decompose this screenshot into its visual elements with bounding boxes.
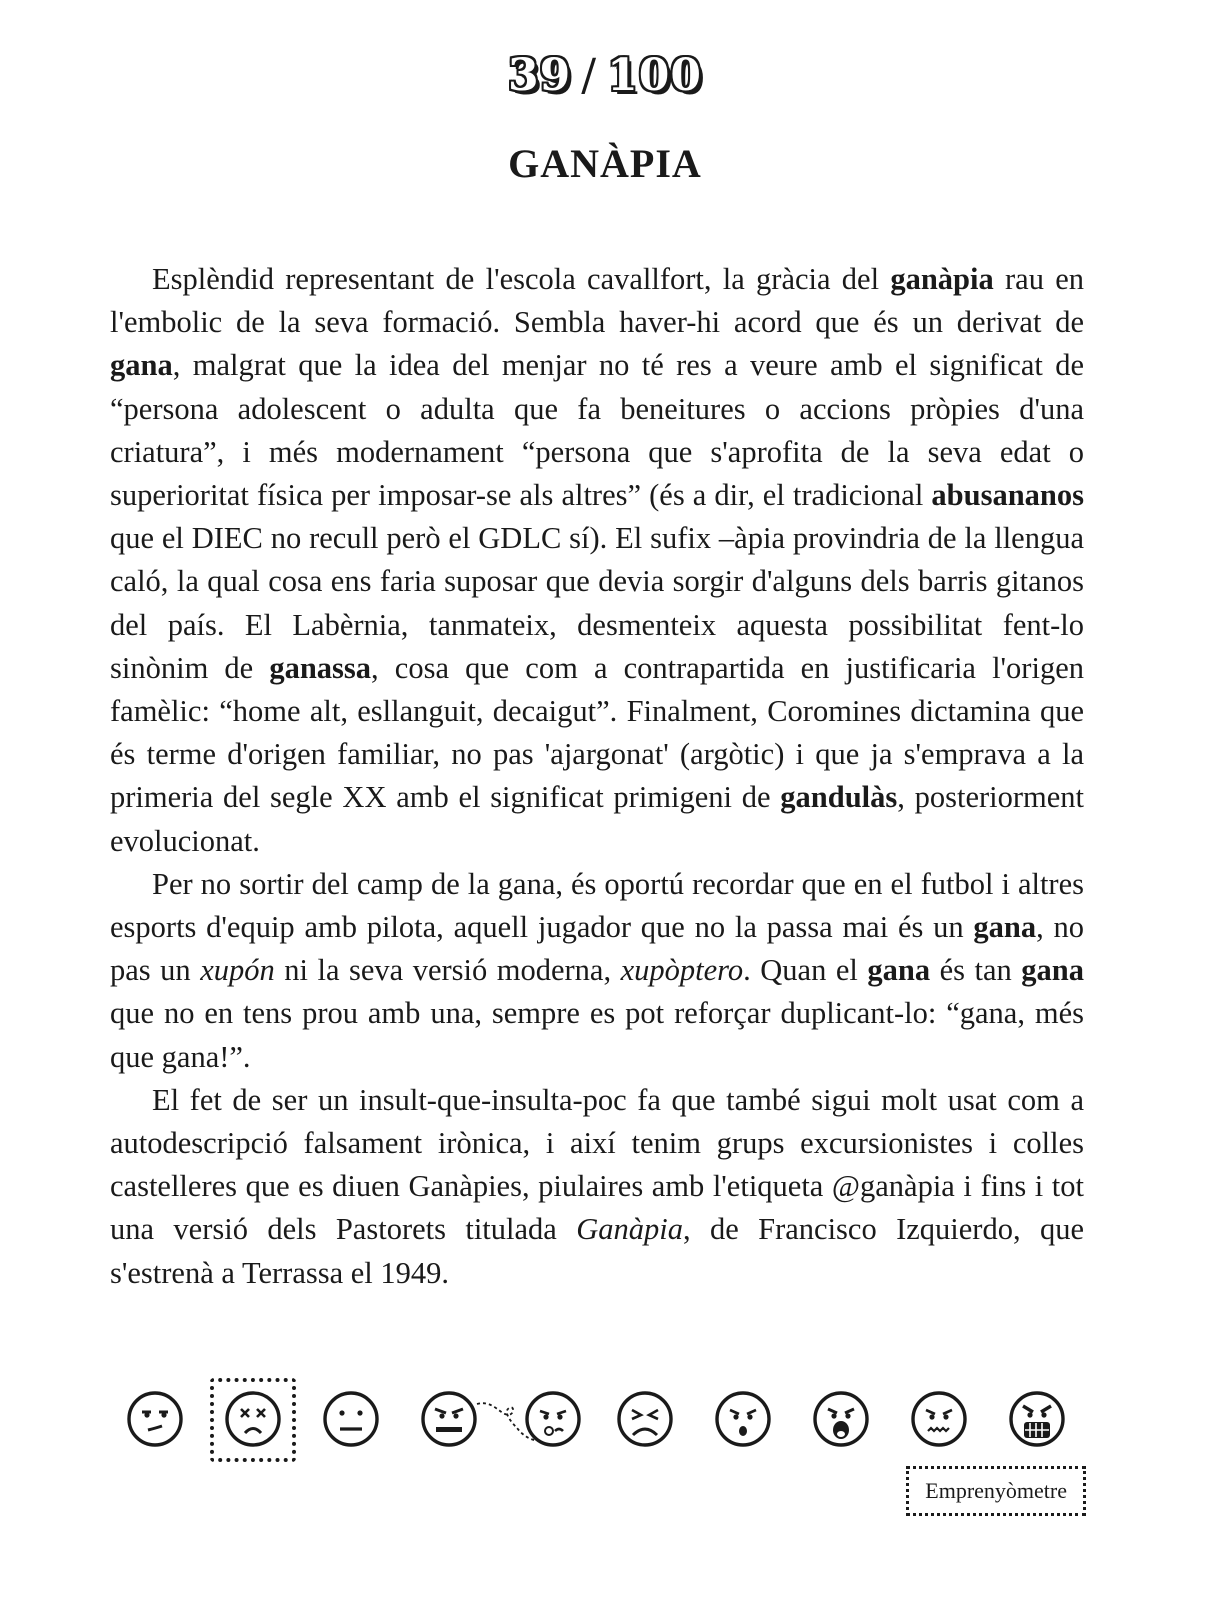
page-title: GANÀPIA bbox=[508, 141, 702, 186]
text-run: que no en tens prou amb una, sempre es pot reforçar duplicant-lo: “gana, més que gana!”. bbox=[110, 996, 1084, 1074]
text-run: . Quan el bbox=[743, 953, 868, 988]
dizzy-face-icon bbox=[224, 1390, 282, 1448]
text-run: , no pas un bbox=[110, 910, 1085, 988]
bold-term: ganàpia bbox=[890, 262, 994, 296]
grumpy-face-icon bbox=[524, 1390, 582, 1448]
bold-term: abusananos bbox=[931, 478, 1084, 513]
text-run: rau en l'embolic de la seva formació. Sembla haver-hi acord que és un derivat de bbox=[110, 262, 1084, 340]
text-run: ni la seva versió moderna, bbox=[274, 953, 621, 988]
shouting-face-icon bbox=[812, 1390, 870, 1448]
text-run: és tan bbox=[930, 953, 1022, 988]
text-run: , de Francisco Izquierdo, que s'estrenà a Terrassa el 1949. bbox=[110, 1212, 1085, 1290]
squint-frown-face-icon bbox=[616, 1390, 674, 1448]
bold-term: gana bbox=[1021, 953, 1085, 988]
counter-separator: / bbox=[581, 50, 598, 101]
text-run: , cosa que com a contrapartida en justificaria l'origen famèlic: “home alt, esllanguit, decaigut”. Finalment, Coromines dictamina que és terme d'origen familiar, no pas 'ajargonat' (argòtic) i que ja s'emprava a la primeria del segle XX amb el significat primigeni de bbox=[110, 650, 1084, 815]
surprised-angry-face-icon bbox=[714, 1390, 772, 1448]
smirk-face-icon bbox=[126, 1390, 184, 1448]
text-run: Per no sortir del camp de la gana, és oportú recordar que en el futbol i altres esports d'equip amb pilota, aquell jugador que no la passa mai és un bbox=[110, 866, 1084, 945]
gritted-teeth-face-icon bbox=[910, 1390, 968, 1448]
bold-term: gana bbox=[973, 910, 1037, 945]
bold-term: gandulàs bbox=[780, 780, 898, 815]
entry-number: 39 bbox=[508, 50, 572, 101]
italic-term: Ganàpia bbox=[576, 1212, 683, 1247]
italic-term: xupòptero bbox=[620, 953, 744, 988]
article-body bbox=[110, 258, 1084, 1295]
bold-term: gana bbox=[867, 953, 931, 988]
italic-term: xupón bbox=[200, 953, 275, 988]
text-run: , malgrat que la idea del menjar no té res a veure amb el significat de “persona adolescent o adulta que fa beneitures o accions pròpies d'una criatura”, i més modernament “persona que s'aprofita de la seva edat o superioritat física per imposar-se als altres” (és a dir, el tradicional bbox=[110, 348, 1084, 513]
article-paragraph bbox=[110, 258, 1084, 863]
neutral-face-icon bbox=[322, 1390, 380, 1448]
entry-counter bbox=[0, 50, 1210, 101]
text-run: , posteriorment evolucionat. bbox=[110, 780, 1085, 858]
bold-term: gana bbox=[110, 348, 173, 383]
article-paragraph bbox=[110, 1079, 1084, 1295]
meter-label: Emprenyòmetre bbox=[906, 1466, 1086, 1516]
grimace-face-icon bbox=[420, 1390, 478, 1448]
text-run: Esplèndid representant de l'escola cavallfort, la gràcia del bbox=[152, 262, 891, 296]
entry-total: 100 bbox=[607, 50, 702, 101]
article-paragraph bbox=[110, 863, 1084, 1079]
furious-face-icon bbox=[1008, 1390, 1066, 1448]
bold-term: ganassa bbox=[269, 650, 372, 685]
text-run: El fet de ser un insult-que-insulta-poc fa que també sigui molt usat com a autodescripció falsament irònica, i així tenim grups excursionistes i colles castelleres que es diuen Ganàpies, piulaires amb l'etiqueta @ganàpia i fins i tot una versió dels Pastorets titulada bbox=[110, 1082, 1084, 1247]
text-run: que el DIEC no recull però el GDLC sí). El sufix –àpia provindria de la llengua caló, la qual cosa ens faria suposar que devia sorgir d'alguns dels barris gitanos del país. El Labèrnia, tanmateix, desmenteix aquesta possibilitat fent-lo sinònim de bbox=[110, 521, 1084, 685]
